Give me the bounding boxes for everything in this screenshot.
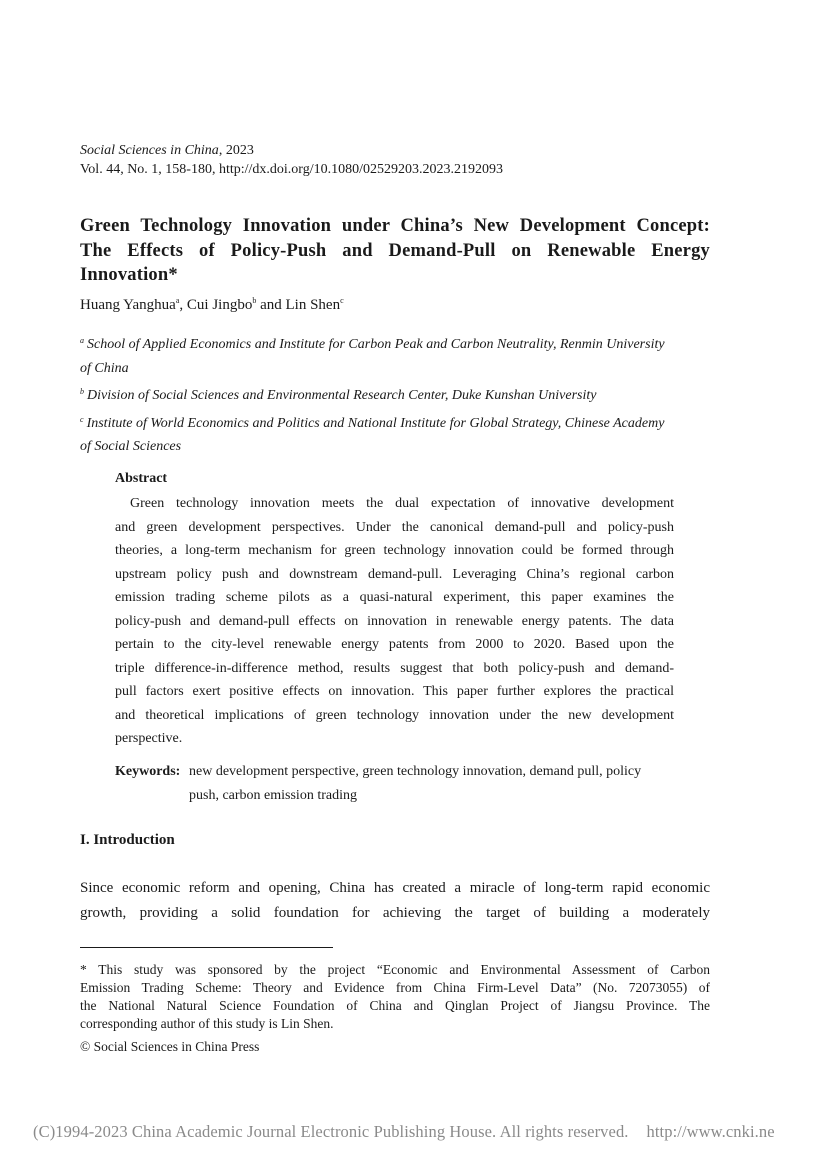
- abstract-line: pertain to the city-level renewable energy patents from 2000 to 2020. Based upon the: [115, 637, 674, 652]
- footnote-line: the National Natural Science Foundation of China and Qinglan Project of Jiangsu Province. The: [80, 998, 710, 1013]
- keywords-line: new development perspective, green technology innovation, demand pull, policy: [189, 764, 642, 779]
- footer-copyright-text: (C)1994-2023 China Academic Journal Electronic Publishing House. All rights reserved.: [33, 1122, 629, 1141]
- author-name: and Lin Shen: [256, 297, 341, 313]
- footnote-line: corresponding author of this study is Lin Shen.: [80, 1016, 334, 1031]
- abstract-line: triple difference-in-difference method, results suggest that both policy-push and demand-: [115, 660, 674, 676]
- section-heading: I. Introduction: [80, 832, 175, 848]
- affil-text: Institute of World Economics and Politics and National Institute for Global Strategy, Chinese Academy: [86, 415, 665, 431]
- affil-text: of China: [80, 360, 129, 376]
- abstract-line: pull factors exert positive effects on innovation. This paper further explores the practical: [115, 684, 674, 699]
- footer-url: http://www.cnki.ne: [646, 1122, 775, 1141]
- abstract-line: and theoretical implications of green technology innovation under the new development: [115, 707, 674, 723]
- abstract-heading: Abstract: [115, 471, 168, 486]
- abstract-line: theories, a long-term mechanism for green technology innovation could be formed through: [115, 543, 674, 558]
- abstract-line: policy-push and demand-pull effects on innovation in renewable energy patents. The data: [115, 613, 674, 629]
- affiliation-b: [80, 380, 710, 408]
- author-list: [80, 296, 344, 314]
- journal-year: , 2023: [218, 143, 254, 158]
- footnote-line: * This study was sponsored by the project “Economic and Environmental Assessment of Carbon: [80, 962, 710, 977]
- affil-text: School of Applied Economics and Institute for Carbon Peak and Carbon Neutrality, Renmin University: [87, 337, 665, 352]
- author-name: Huang Yanghua: [80, 297, 176, 313]
- journal-name: Social Sciences in China: [80, 143, 219, 158]
- affiliation-c: [80, 408, 710, 459]
- intro-line: Since economic reform and opening, China has created a miracle of long-term rapid economic: [80, 880, 710, 896]
- journal-volume-doi: Vol. 44, No. 1, 158-180, http://dx.doi.org/10.1080/02529203.2023.2192093: [80, 162, 503, 177]
- title-line-1: Green Technology Innovation under China’s New Development Concept:: [80, 216, 710, 236]
- abstract-body: [115, 492, 674, 751]
- intro-paragraph: [80, 876, 710, 926]
- intro-line: growth, providing a solid foundation for achieving the target of building a moderately: [80, 905, 710, 921]
- footnote: [80, 961, 710, 1033]
- affil-text: Division of Social Sciences and Environmental Research Center, Duke Kunshan University: [87, 388, 597, 403]
- keywords-label: Keywords:: [115, 764, 181, 779]
- abstract-line: Green technology innovation meets the dual expectation of innovative development: [130, 496, 674, 511]
- paper-title: [80, 214, 710, 288]
- title-line-3: Innovation*: [80, 265, 178, 285]
- affiliation-a: [80, 329, 710, 380]
- affiliations: [80, 329, 710, 459]
- abstract-line: upstream policy push and downstream demand-pull. Leveraging China’s regional carbon: [115, 566, 674, 582]
- abstract-line: emission trading scheme pilots as a quasi-natural experiment, this paper examines the: [115, 590, 674, 605]
- affil-mark: c: [80, 414, 84, 424]
- keywords-text: [189, 760, 674, 808]
- author-name: , Cui Jingbo: [179, 297, 253, 313]
- footer-copyright: [33, 1122, 822, 1142]
- author-affil-mark: c: [340, 296, 344, 305]
- abstract-line: perspective.: [115, 731, 183, 746]
- journal-citation: [80, 141, 503, 179]
- author-affil-mark: b: [252, 296, 257, 305]
- affil-mark: b: [80, 387, 84, 396]
- author-affil-mark: a: [175, 296, 180, 305]
- keywords-line: push, carbon emission trading: [189, 788, 357, 803]
- affil-mark: a: [80, 336, 84, 345]
- footnote-line: Emission Trading Scheme: Theory and Evidence from China Firm-Level Data” (No. 72073055) of: [80, 980, 710, 995]
- press-copyright: © Social Sciences in China Press: [80, 1039, 260, 1054]
- affil-text: of Social Sciences: [80, 439, 182, 454]
- title-line-2: The Effects of Policy-Push and Demand-Pull on Renewable Energy: [80, 240, 710, 261]
- footnote-divider: [80, 947, 333, 948]
- abstract-line: and green development perspectives. Under the canonical demand-pull and policy-push: [115, 519, 674, 535]
